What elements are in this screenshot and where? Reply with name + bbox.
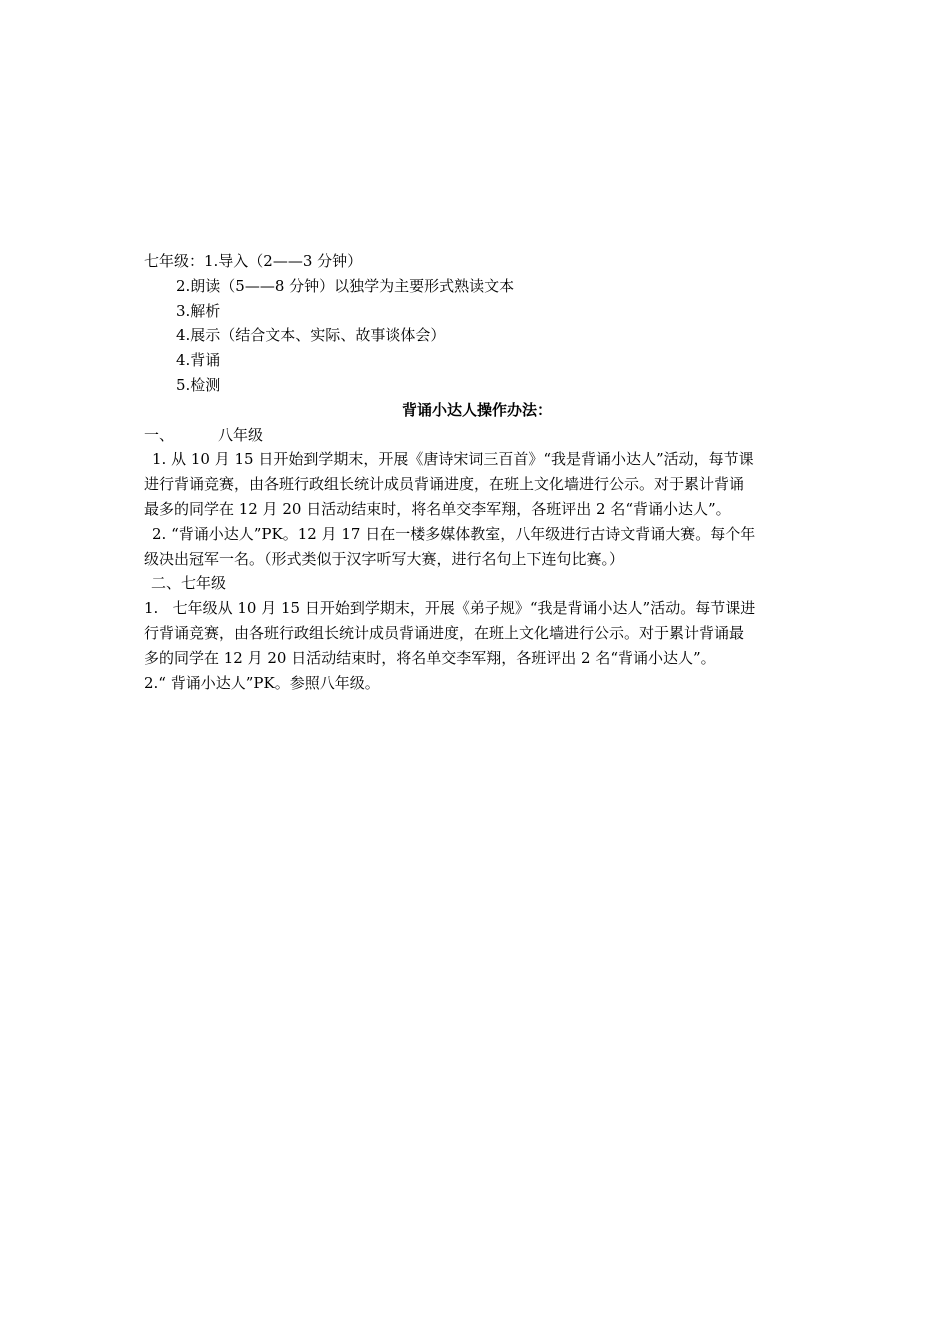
grade7-step-5: 4.背诵	[176, 351, 221, 370]
grade7-step-2: 2.朗读（5——8 分钟）以独学为主要形式熟读文本	[176, 276, 515, 295]
grade7-step-1: 七年级：1.导入（2——3 分钟）	[144, 252, 363, 270]
section1-title: 八年级	[218, 425, 264, 444]
section1-number: 一、	[144, 425, 175, 444]
section1-item1-line2: 进行背诵竞赛，由各班行政组长统计成员背诵进度，在班上文化墙进行公示。对于累计背诵	[144, 475, 745, 494]
section2-item2: 2.“ 背诵小达人”PK。参照八年级。	[144, 673, 380, 692]
section2-item1-line1: 1. 七年级从 10 月 15 日开始到学期末，开展《弟子规》“我是背诵小达人”活动。每节课进	[144, 599, 756, 618]
section1-heading	[144, 423, 810, 448]
section1-item1-line3: 最多的同学在 12 月 20 日活动结束时，将名单交李军翔，各班评出 2 名“背诵小达人”。	[144, 499, 731, 518]
section2-heading: 二、七年级	[151, 574, 227, 593]
section2-item1-line3: 多的同学在 12 月 20 日活动结束时，将名单交李军翔，各班评出 2 名“背诵小达人”。	[144, 648, 716, 667]
document-title: 背诵小达人操作办法：	[401, 400, 552, 419]
grade7-step-4: 4.展示（结合文本、实际、故事谈体会）	[176, 326, 446, 345]
section2-item1-line2: 行背诵竞赛，由各班行政组长统计成员背诵进度，在班上文化墙进行公示。对于累计背诵最	[144, 623, 745, 642]
section1-item1-line1: 1. 从 10 月 15 日开始到学期末，开展《唐诗宋词三百首》“我是背诵小达人”活动，每节课	[152, 450, 754, 469]
section1-item2-line1: 2. “背诵小达人”PK。12 月 17 日在一楼多媒体教室，八年级进行古诗文背诵大赛。每个年	[152, 524, 756, 543]
section1-item2-line2: 级决出冠军一名。（形式类似于汉字听写大赛，进行名句上下连句比赛。）	[144, 549, 625, 568]
grade7-step-6: 5.检测	[176, 375, 221, 394]
grade7-step-3: 3.解析	[176, 301, 221, 320]
document-body	[144, 249, 810, 695]
